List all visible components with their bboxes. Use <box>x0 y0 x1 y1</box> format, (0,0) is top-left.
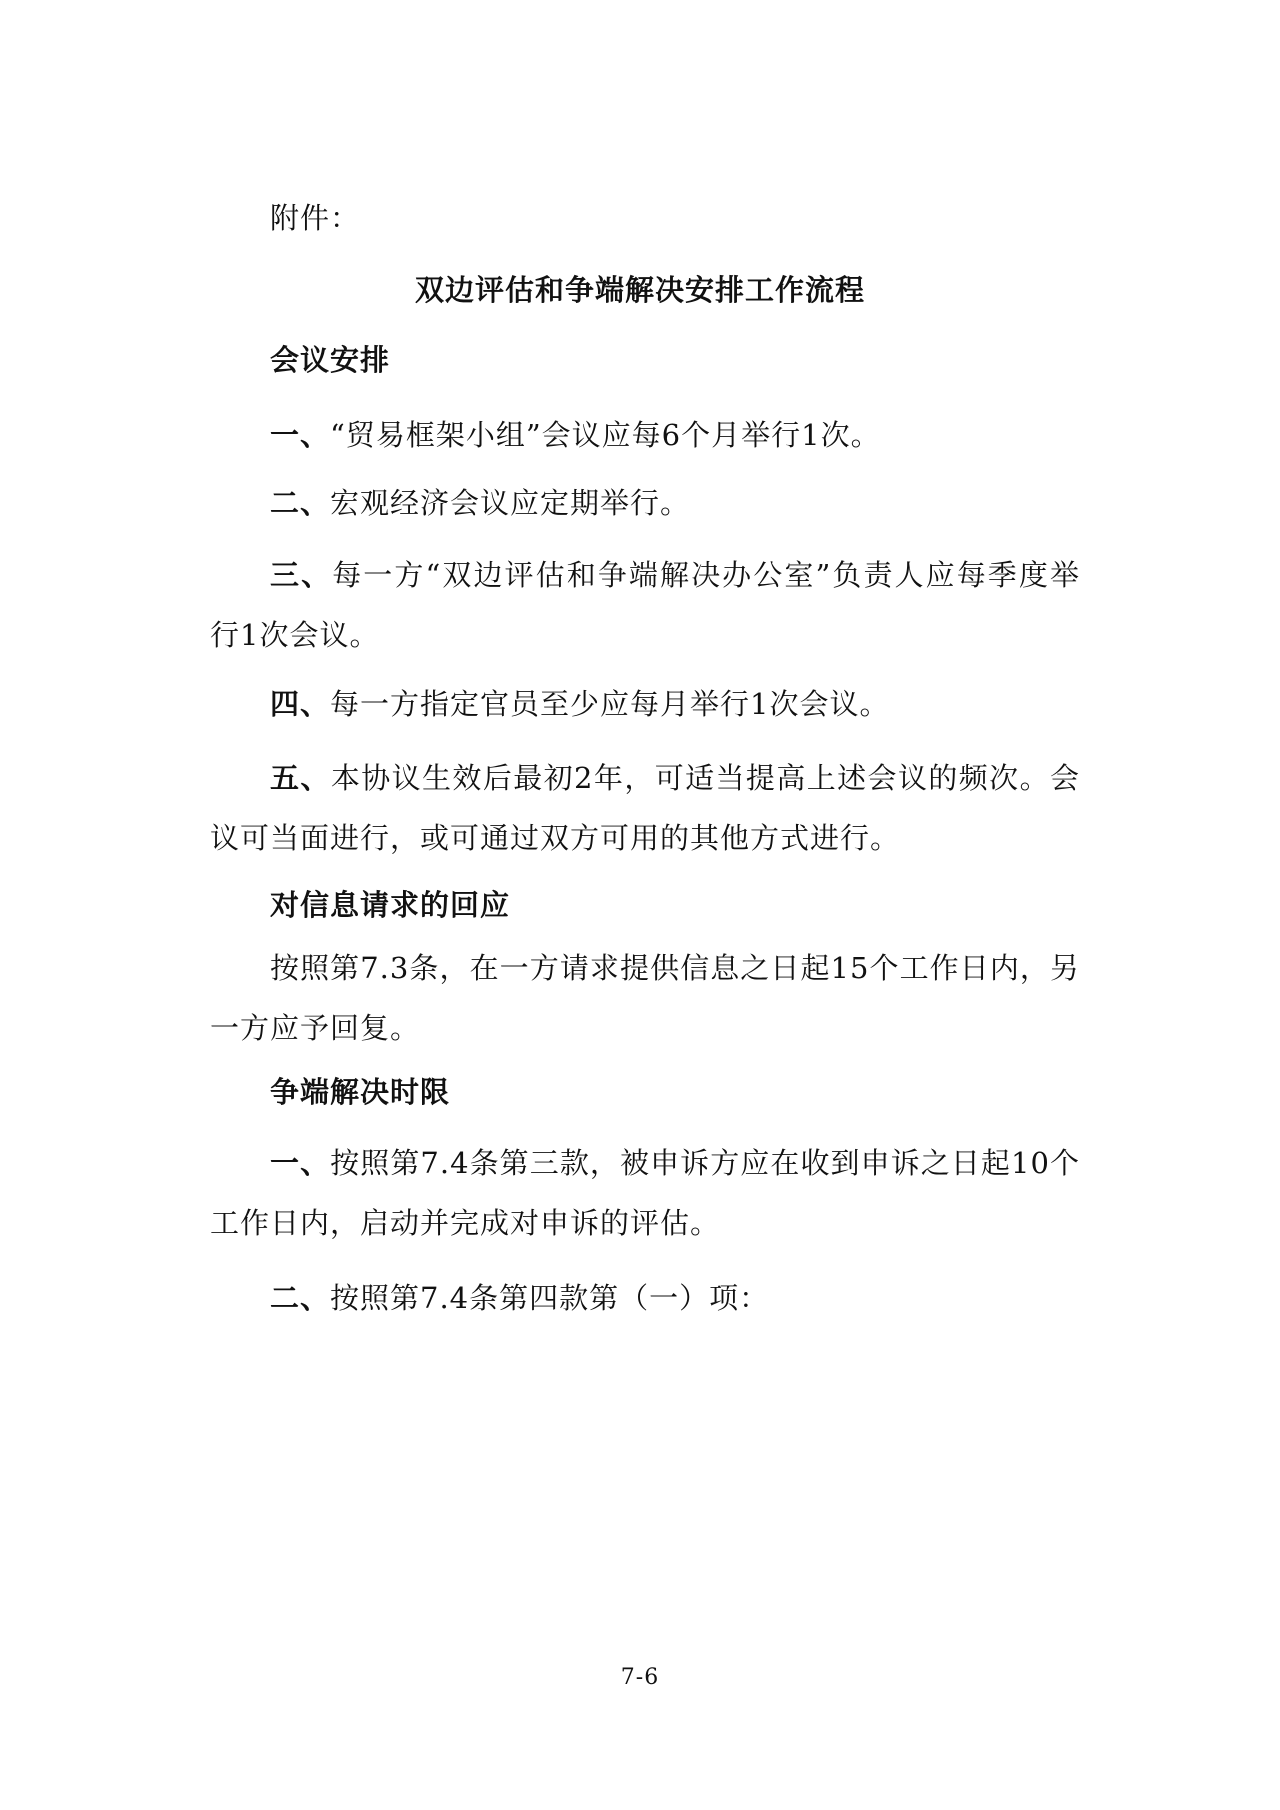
item-text: 本协议生效后最初2年，可适当提高上述会议的频次。会议可当面进行，或可通过双方可用的其他方式进行。 <box>210 761 1080 855</box>
dispute-item-2 <box>210 1268 1080 1328</box>
item-number: 一、 <box>270 1146 331 1180</box>
item-text: 按照第7.4条第三款，被申诉方应在收到申诉之日起10个工作日内，启动并完成对申诉的评估。 <box>210 1146 1080 1240</box>
meeting-item-4 <box>210 674 1080 734</box>
item-text: 每一方“双边评估和争端解决办公室”负责人应每季度举行1次会议。 <box>210 558 1080 652</box>
item-number: 三、 <box>270 558 333 592</box>
meeting-item-2 <box>210 473 1080 533</box>
dispute-item-1 <box>210 1133 1080 1253</box>
item-text: 每一方指定官员至少应每月举行1次会议。 <box>330 687 890 721</box>
page-number: 7-6 <box>620 1665 660 1690</box>
item-text: 按照第7.4条第四款第（一）项： <box>330 1281 770 1315</box>
meeting-item-3 <box>210 545 1080 665</box>
section-heading-meetings: 会议安排 <box>270 343 391 377</box>
meeting-item-5 <box>210 748 1080 868</box>
item-number: 二、 <box>270 486 331 520</box>
item-number: 二、 <box>270 1281 331 1315</box>
document-title: 双边评估和争端解决安排工作流程 <box>414 273 865 307</box>
item-text: 宏观经济会议应定期举行。 <box>330 486 691 520</box>
info-request-paragraph: 按照第7.3条，在一方请求提供信息之日起15个工作日内，另一方应予回复。 <box>210 951 1080 1045</box>
section-heading-info-requests: 对信息请求的回应 <box>270 888 511 922</box>
item-number: 五、 <box>270 761 331 795</box>
meeting-item-1 <box>210 405 1080 465</box>
item-number: 四、 <box>270 687 331 721</box>
item-text: “贸易框架小组”会议应每6个月举行1次。 <box>330 418 881 452</box>
item-number: 一、 <box>270 418 331 452</box>
attachment-label: 附件： <box>270 201 361 235</box>
section-heading-dispute-deadlines: 争端解决时限 <box>270 1075 451 1109</box>
